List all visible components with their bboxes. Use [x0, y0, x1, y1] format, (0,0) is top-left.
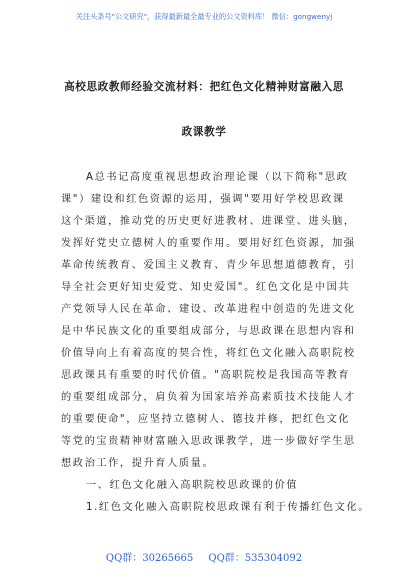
header-notice: 关注头条号"公文研究"，获得最新最全最专业的公文资料库！ 微信：gongwenyj — [75, 12, 333, 21]
body-line: A总书记高度重视思想政治理论课（以下简称"思政 — [86, 172, 349, 183]
body-line: 革命传统教育、爱国主义教育、青少年思想道德教育，引 — [61, 260, 356, 271]
section-heading: 一、红色文化融入高职院校思政课的价值 — [86, 480, 299, 491]
body-line: 思政课具有重要的时代价值。"高职院校是我国高等教育 — [61, 370, 351, 381]
body-line: 是中华民族文化的重要组成部分，与思政课在思想内容和 — [61, 326, 356, 337]
document-title-line-1: 高校思政教师经验交流材料：把红色文化精神财富融入思 — [64, 81, 344, 93]
body-line: 导全社会更好知史爱党、知史爱国"。红色文化是中国共 — [61, 282, 351, 293]
body-line: 等党的宝贵精神财富融入思政课教学，进一步做好学生思 — [61, 436, 356, 447]
document-title-line-2: 政课教学 — [181, 126, 227, 138]
body-line: 的重要组成部分，肩负着为国家培养高素质技术技能人才 — [61, 392, 356, 403]
body-line: 的重要使命"，应坚持立德树人、德技并修，把红色文化 — [61, 414, 351, 425]
body-line: 价值导向上有着高度的契合性，将红色文化融入高职院校 — [61, 348, 356, 359]
body-line: 发挥好党史立德树人的重要作用。要用好红色资源，加强 — [61, 238, 356, 249]
footer-qq-groups — [0, 549, 408, 564]
body-line: 产党领导人民在革命、建设、改革进程中创造的先进文化 — [61, 304, 356, 315]
body-line: 课"）建设和红色资源的运用，强调"要用好学校思政课 — [61, 194, 345, 205]
subsection-heading: 1.红色文化融入高职院校思政课有利于传播红色文化。 — [86, 502, 371, 513]
footer-qq-group-1: QQ群：30265665 — [105, 553, 194, 564]
body-line: 想政治工作，提升育人质量。 — [61, 458, 215, 469]
body-line: 这个渠道，推动党的历史更好进教材、进课堂、进头脑， — [61, 216, 356, 227]
footer-qq-group-2: QQ群：535304092 — [208, 553, 303, 564]
